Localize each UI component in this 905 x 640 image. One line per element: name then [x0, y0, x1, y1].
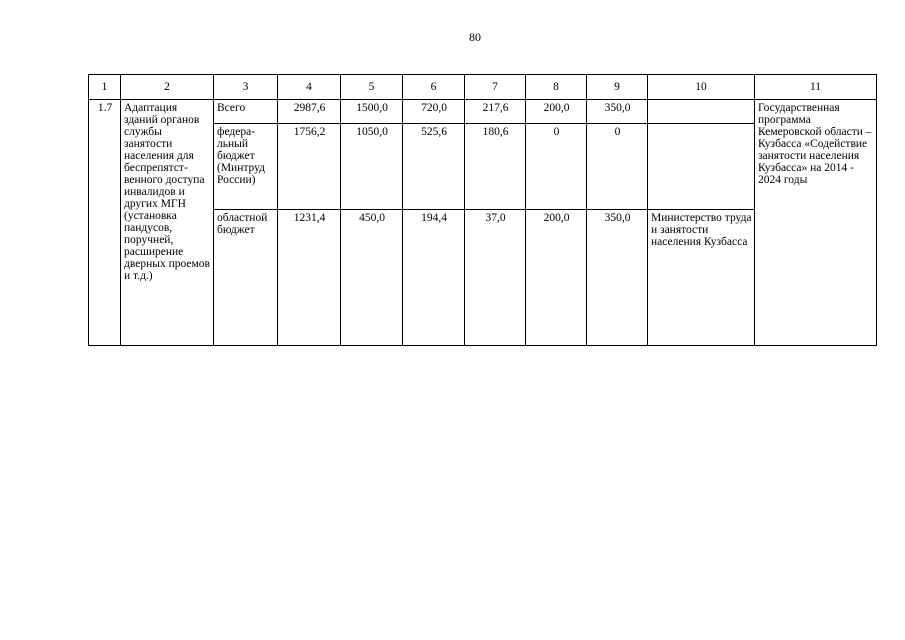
value-cell: 200,0 — [526, 100, 587, 124]
column-header: 6 — [403, 75, 465, 100]
value-cell: 720,0 — [403, 100, 465, 124]
column-header: 8 — [526, 75, 587, 100]
value-cell: 200,0 — [526, 210, 587, 346]
value-cell: 2987,6 — [278, 100, 341, 124]
table-header-row — [89, 75, 877, 100]
value-cell: 450,0 — [341, 210, 403, 346]
column-header: 7 — [465, 75, 526, 100]
value-cell: 217,6 — [465, 100, 526, 124]
value-cell: 0 — [526, 124, 587, 210]
page-number: 80 — [469, 30, 481, 44]
value-cell: 1500,0 — [341, 100, 403, 124]
value-cell: 1756,2 — [278, 124, 341, 210]
column-header: 10 — [648, 75, 755, 100]
funding-source-cell: областной бюджет — [214, 210, 278, 346]
program-cell: Государственная программа Кемеровской области – Кузбасса «Содействие занятости населения Кузбасса» на 2014 - 2024 годы — [755, 100, 877, 346]
value-cell: 194,4 — [403, 210, 465, 346]
table-row — [89, 100, 877, 124]
column-header: 1 — [89, 75, 121, 100]
value-cell: 1050,0 — [341, 124, 403, 210]
value-cell: 0 — [587, 124, 648, 210]
executor-cell: Министерство труда и занятости населения Кузбасса — [648, 210, 755, 346]
column-header: 4 — [278, 75, 341, 100]
row-number-cell: 1.7 — [89, 100, 121, 346]
funding-source-cell: федера-льный бюджет (Минтруд России) — [214, 124, 278, 210]
column-header: 5 — [341, 75, 403, 100]
value-cell: 350,0 — [587, 100, 648, 124]
value-cell: 37,0 — [465, 210, 526, 346]
column-header: 9 — [587, 75, 648, 100]
value-cell: 1231,4 — [278, 210, 341, 346]
column-header: 2 — [121, 75, 214, 100]
program-table — [88, 74, 877, 346]
funding-source-cell: Всего — [214, 100, 278, 124]
value-cell: 350,0 — [587, 210, 648, 346]
executor-cell — [648, 100, 755, 124]
value-cell: 180,6 — [465, 124, 526, 210]
executor-cell — [648, 124, 755, 210]
activity-cell: Адаптация зданий органов службы занятости населения для беспрепятст-венного доступа инвалидов и других МГН (установка пандусов, поручней, расширение дверных проемов и т.д.) — [121, 100, 214, 346]
value-cell: 525,6 — [403, 124, 465, 210]
column-header: 11 — [755, 75, 877, 100]
column-header: 3 — [214, 75, 278, 100]
